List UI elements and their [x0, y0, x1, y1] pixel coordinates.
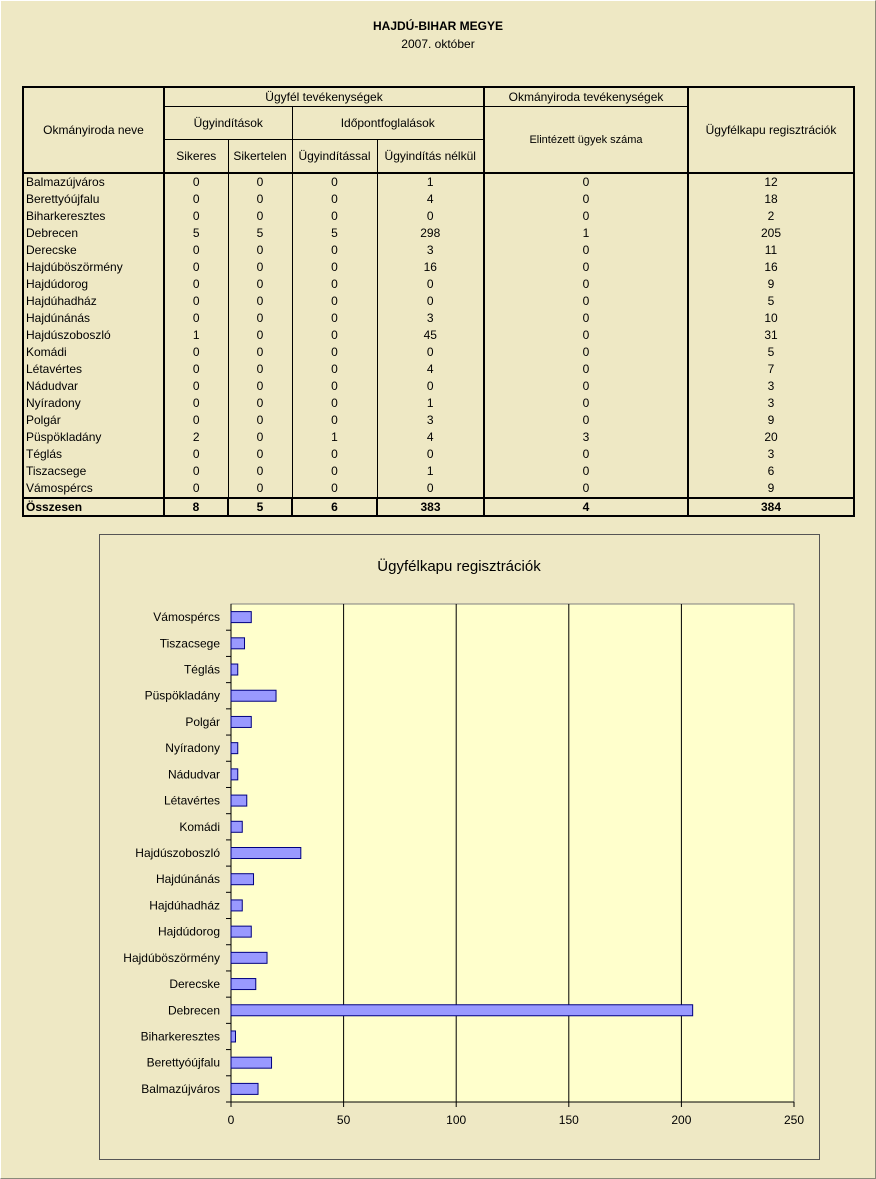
value-cell: 0 — [228, 293, 292, 310]
value-cell: 2 — [688, 208, 854, 225]
table-row — [23, 429, 854, 446]
office-name-cell: Hajdúhadház — [23, 293, 164, 310]
value-cell: 0 — [292, 327, 377, 344]
value-cell: 0 — [164, 446, 228, 463]
table-row — [23, 242, 854, 259]
page-subtitle: 2007. október — [401, 37, 475, 51]
value-cell: 0 — [484, 378, 688, 395]
value-cell: 0 — [292, 378, 377, 395]
table-row — [23, 378, 854, 395]
value-cell: 3 — [688, 378, 854, 395]
value-cell: 0 — [228, 429, 292, 446]
value-cell: 3 — [484, 429, 688, 446]
table-row — [23, 395, 854, 412]
value-cell: 0 — [164, 293, 228, 310]
value-cell: 0 — [292, 191, 377, 208]
table-row — [23, 446, 854, 463]
value-cell: 3 — [688, 395, 854, 412]
value-cell: 0 — [164, 310, 228, 327]
y-category-label: Püspökladány — [144, 688, 220, 703]
value-cell: 7 — [688, 361, 854, 378]
table-row — [23, 191, 854, 208]
subgroup-appointments: Időpontfoglalások — [292, 107, 484, 140]
bar — [231, 1083, 258, 1094]
value-cell: 45 — [377, 327, 484, 344]
table-row — [23, 327, 854, 344]
value-cell: 0 — [292, 276, 377, 293]
table-row — [23, 310, 854, 327]
page-title: HAJDÚ-BIHAR MEGYE — [372, 19, 503, 33]
value-cell: 0 — [292, 446, 377, 463]
table-row — [23, 412, 854, 429]
col-office-name: Okmányiroda neve — [23, 87, 164, 173]
value-cell: 0 — [484, 344, 688, 361]
table-row — [23, 480, 854, 498]
value-cell: 0 — [377, 344, 484, 361]
total-value-cell: 6 — [292, 498, 377, 516]
value-cell: 9 — [688, 480, 854, 498]
value-cell: 1 — [484, 225, 688, 242]
office-name-cell: Balmazújváros — [23, 173, 164, 191]
value-cell: 0 — [484, 276, 688, 293]
group-office-activities: Okmányiroda tevékenységek — [484, 87, 688, 107]
col-success: Sikeres — [164, 140, 228, 174]
bar — [231, 612, 251, 623]
value-cell: 0 — [484, 208, 688, 225]
table-row — [23, 361, 854, 378]
value-cell: 0 — [484, 191, 688, 208]
value-cell: 3 — [688, 446, 854, 463]
group-client-activities: Ügyfél tevékenységek — [164, 87, 484, 107]
value-cell: 0 — [484, 242, 688, 259]
total-value-cell: 384 — [688, 498, 854, 516]
value-cell: 0 — [292, 242, 377, 259]
value-cell: 1 — [292, 429, 377, 446]
value-cell: 4 — [377, 361, 484, 378]
value-cell: 0 — [164, 276, 228, 293]
value-cell: 0 — [228, 378, 292, 395]
bar — [231, 716, 251, 727]
bar — [231, 848, 301, 859]
bar — [231, 979, 256, 990]
value-cell: 298 — [377, 225, 484, 242]
y-category-label: Tiszacsege — [159, 636, 220, 651]
bar-chart — [100, 535, 819, 1159]
value-cell: 5 — [688, 293, 854, 310]
value-cell: 0 — [377, 208, 484, 225]
value-cell: 0 — [292, 480, 377, 498]
value-cell: 0 — [292, 395, 377, 412]
office-name-cell: Tiszacsege — [23, 463, 164, 480]
value-cell: 1 — [377, 395, 484, 412]
value-cell: 5 — [292, 225, 377, 242]
value-cell: 0 — [228, 276, 292, 293]
value-cell: 16 — [377, 259, 484, 276]
value-cell: 0 — [164, 259, 228, 276]
bar — [231, 743, 238, 754]
value-cell: 0 — [292, 208, 377, 225]
total-value-cell: 4 — [484, 498, 688, 516]
office-name-cell: Derecske — [23, 242, 164, 259]
y-category-label: Nádudvar — [167, 767, 220, 782]
y-category-label: Hajdúnánás — [155, 872, 220, 887]
value-cell: 0 — [164, 242, 228, 259]
table-row — [23, 463, 854, 480]
office-name-cell: Hajdúböszörmény — [23, 259, 164, 276]
bar — [231, 1031, 236, 1042]
col-with-init: Ügyindítással — [292, 140, 377, 174]
table-row — [23, 344, 854, 361]
value-cell: 0 — [484, 327, 688, 344]
total-value-cell: 383 — [377, 498, 484, 516]
value-cell: 0 — [228, 463, 292, 480]
y-category-label: Hajdúböszörmény — [123, 950, 220, 965]
value-cell: 2 — [164, 429, 228, 446]
table-row — [23, 173, 854, 191]
value-cell: 31 — [688, 327, 854, 344]
office-name-cell: Püspökladány — [23, 429, 164, 446]
value-cell: 0 — [484, 361, 688, 378]
value-cell: 0 — [164, 395, 228, 412]
bar — [231, 926, 251, 937]
bar — [231, 769, 238, 780]
value-cell: 0 — [292, 173, 377, 191]
x-tick-label: 150 — [558, 1113, 579, 1127]
col-without-init: Ügyindítás nélkül — [377, 140, 484, 174]
value-cell: 0 — [292, 310, 377, 327]
value-cell: 0 — [164, 412, 228, 429]
value-cell: 0 — [164, 344, 228, 361]
office-name-cell: Biharkeresztes — [23, 208, 164, 225]
x-tick-label: 200 — [671, 1113, 692, 1127]
y-category-label: Hajdúdorog — [157, 924, 220, 939]
bar — [231, 1005, 693, 1016]
office-name-cell: Hajdúnánás — [23, 310, 164, 327]
value-cell: 0 — [228, 259, 292, 276]
value-cell: 3 — [377, 310, 484, 327]
bar — [231, 1057, 272, 1068]
value-cell: 0 — [377, 446, 484, 463]
bar — [231, 900, 242, 911]
table-row — [23, 259, 854, 276]
x-tick-label: 100 — [446, 1113, 467, 1127]
y-category-label: Derecske — [169, 977, 220, 992]
value-cell: 0 — [164, 378, 228, 395]
y-category-label: Hajdúhadház — [149, 898, 220, 913]
subgroup-case-init: Ügyindítások — [164, 107, 292, 140]
office-name-cell: Nyíradony — [23, 395, 164, 412]
total-value-cell: 8 — [164, 498, 228, 516]
value-cell: 0 — [228, 480, 292, 498]
y-category-label: Létavértes — [163, 793, 220, 808]
office-name-cell: Létavértes — [23, 361, 164, 378]
office-name-cell: Vámospércs — [23, 480, 164, 498]
y-category-label: Téglás — [183, 662, 220, 677]
value-cell: 0 — [292, 344, 377, 361]
bar — [231, 690, 276, 701]
value-cell: 0 — [377, 276, 484, 293]
value-cell: 0 — [484, 395, 688, 412]
value-cell: 9 — [688, 276, 854, 293]
office-name-cell: Debrecen — [23, 225, 164, 242]
x-tick-label: 250 — [783, 1113, 805, 1127]
value-cell: 0 — [292, 293, 377, 310]
table-row — [23, 208, 854, 225]
value-cell: 0 — [377, 378, 484, 395]
y-category-label: Debrecen — [167, 1003, 220, 1018]
bar — [231, 664, 238, 675]
table-row — [23, 276, 854, 293]
value-cell: 18 — [688, 191, 854, 208]
value-cell: 0 — [228, 446, 292, 463]
value-cell: 16 — [688, 259, 854, 276]
value-cell: 0 — [484, 293, 688, 310]
table-body — [23, 173, 854, 516]
value-cell: 0 — [228, 361, 292, 378]
col-fail: Sikertelen — [228, 140, 292, 174]
value-cell: 0 — [228, 327, 292, 344]
office-name-cell: Téglás — [23, 446, 164, 463]
bar — [231, 821, 242, 832]
value-cell: 0 — [164, 191, 228, 208]
bar — [231, 952, 267, 963]
value-cell: 11 — [688, 242, 854, 259]
chart-title: Ügyfélkapu regisztrációk — [377, 558, 541, 575]
value-cell: 4 — [377, 429, 484, 446]
office-name-cell: Hajdúszoboszló — [23, 327, 164, 344]
value-cell: 0 — [377, 480, 484, 498]
value-cell: 1 — [164, 327, 228, 344]
value-cell: 20 — [688, 429, 854, 446]
value-cell: 0 — [228, 395, 292, 412]
value-cell: 4 — [377, 191, 484, 208]
bar — [231, 638, 245, 649]
value-cell: 0 — [484, 310, 688, 327]
value-cell: 0 — [377, 293, 484, 310]
y-category-label: Polgár — [185, 714, 220, 729]
value-cell: 0 — [228, 310, 292, 327]
value-cell: 0 — [484, 480, 688, 498]
chart-container — [99, 534, 820, 1160]
statistics-table — [22, 86, 855, 517]
value-cell: 0 — [164, 208, 228, 225]
table-row — [23, 225, 854, 242]
value-cell: 0 — [228, 242, 292, 259]
value-cell: 205 — [688, 225, 854, 242]
value-cell: 1 — [377, 173, 484, 191]
value-cell: 0 — [164, 173, 228, 191]
value-cell: 3 — [377, 412, 484, 429]
y-category-label: Biharkeresztes — [140, 1029, 220, 1044]
value-cell: 0 — [484, 259, 688, 276]
total-value-cell: 5 — [228, 498, 292, 516]
total-label: Összesen — [23, 498, 164, 516]
value-cell: 0 — [164, 463, 228, 480]
value-cell: 0 — [164, 480, 228, 498]
value-cell: 6 — [688, 463, 854, 480]
value-cell: 10 — [688, 310, 854, 327]
value-cell: 0 — [228, 412, 292, 429]
bar — [231, 874, 254, 885]
value-cell: 0 — [292, 259, 377, 276]
value-cell: 12 — [688, 173, 854, 191]
value-cell: 0 — [164, 361, 228, 378]
office-name-cell: Komádi — [23, 344, 164, 361]
y-category-label: Hajdúszoboszló — [135, 846, 220, 860]
value-cell: 0 — [484, 412, 688, 429]
y-category-label: Vámospércs — [153, 610, 220, 625]
col-handled-cases: Elintézett ügyek száma — [484, 107, 688, 174]
value-cell: 3 — [377, 242, 484, 259]
x-tick-label: 50 — [336, 1113, 351, 1127]
table-total-row — [23, 498, 854, 516]
value-cell: 0 — [292, 463, 377, 480]
value-cell: 0 — [228, 208, 292, 225]
bar — [231, 795, 247, 806]
plot-area — [231, 604, 794, 1102]
value-cell: 9 — [688, 412, 854, 429]
y-category-label: Nyíradony — [165, 741, 220, 756]
office-name-cell: Berettyóújfalu — [23, 191, 164, 208]
value-cell: 0 — [292, 361, 377, 378]
value-cell: 0 — [292, 412, 377, 429]
value-cell: 0 — [484, 463, 688, 480]
col-portal-registrations: Ügyfélkapu regisztrációk — [688, 87, 854, 173]
office-name-cell: Polgár — [23, 412, 164, 429]
y-category-label: Berettyóújfalu — [146, 1055, 220, 1070]
value-cell: 1 — [377, 463, 484, 480]
value-cell: 0 — [228, 173, 292, 191]
office-name-cell: Hajdúdorog — [23, 276, 164, 293]
value-cell: 5 — [164, 225, 228, 242]
value-cell: 0 — [228, 344, 292, 361]
office-name-cell: Nádudvar — [23, 378, 164, 395]
value-cell: 0 — [484, 446, 688, 463]
value-cell: 0 — [484, 173, 688, 191]
value-cell: 0 — [228, 191, 292, 208]
x-tick-label: 0 — [227, 1113, 235, 1127]
y-category-label: Balmazújváros — [141, 1081, 220, 1096]
table-row — [23, 293, 854, 310]
value-cell: 5 — [688, 344, 854, 361]
y-category-label: Komádi — [179, 819, 220, 834]
value-cell: 5 — [228, 225, 292, 242]
